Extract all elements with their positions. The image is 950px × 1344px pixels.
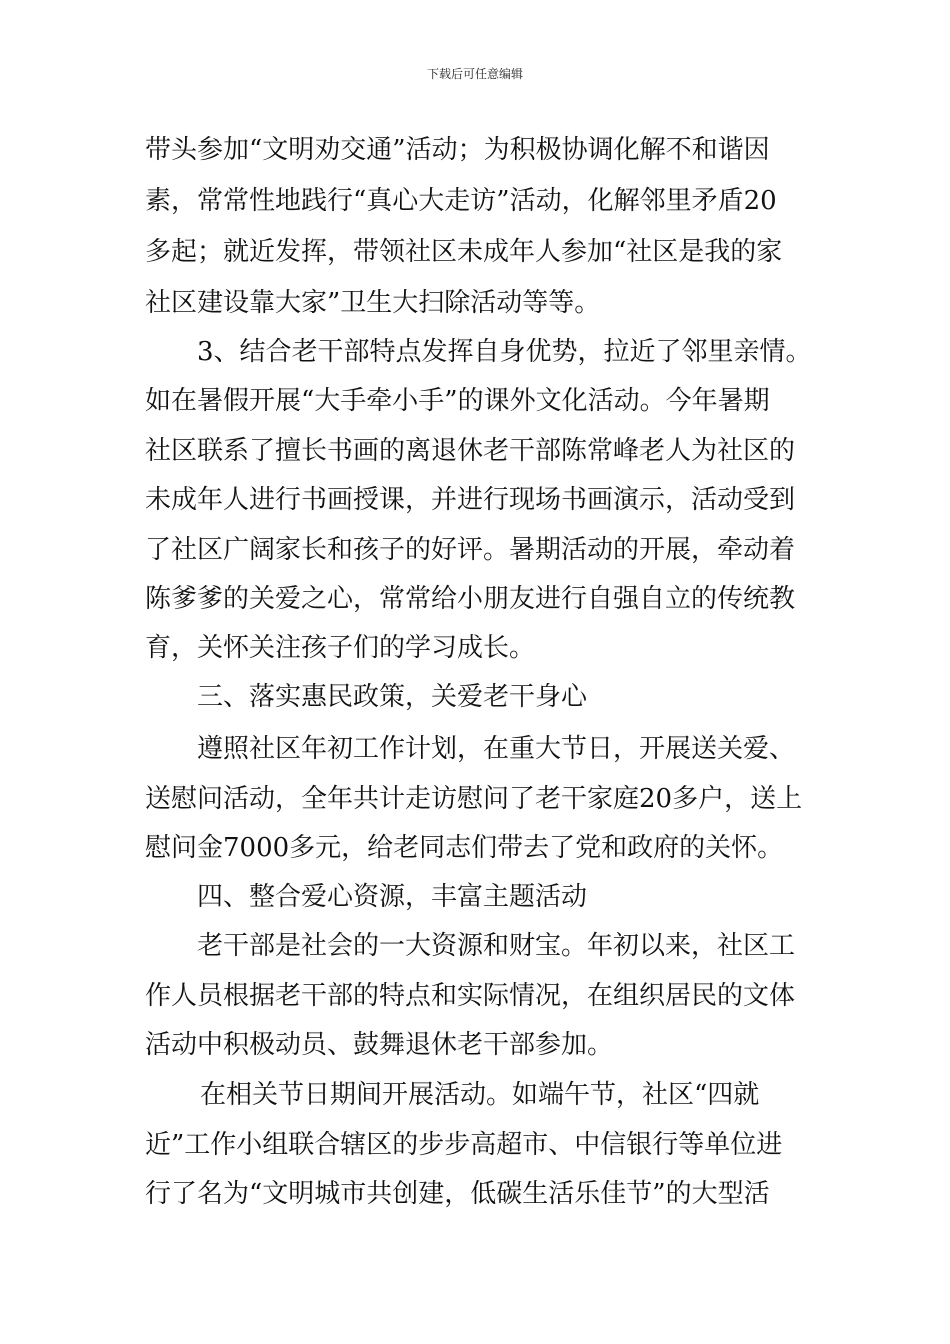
text-line: 多起；就近发挥，带领社区未成年人参加“社区是我的家 xyxy=(145,237,783,267)
text-line: 带头参加“文明劝交通”活动；为积极协调化解不和谐因 xyxy=(145,135,770,165)
text-line: 作人员根据老干部的特点和实际情况，在组织居民的文体 xyxy=(145,981,796,1011)
text-line: 慰问金7000多元，给老同志们带去了党和政府的关怀。 xyxy=(145,833,784,863)
section-heading: 四、整合爱心资源，丰富主题活动 xyxy=(197,882,588,912)
text-line: 行了名为“文明城市共创建，低碳生活乐佳节”的大型活 xyxy=(145,1179,770,1209)
text-line: 育，关怀关注孩子们的学习成长。 xyxy=(145,633,536,663)
text-line: 在相关节日期间开展活动。如端午节，社区“四就 xyxy=(200,1080,760,1110)
text-line: 如在暑假开展“大手牵小手”的课外文化活动。今年暑期 xyxy=(145,386,770,416)
text-line: 未成年人进行书画授课，并进行现场书画演示，活动受到 xyxy=(145,485,796,515)
text-line: 了社区广阔家长和孩子的好评。暑期活动的开展，牵动着 xyxy=(145,535,796,565)
text-line: 陈爹爹的关爱之心，常常给小朋友进行自强自立的传统教 xyxy=(145,584,796,614)
section-heading: 三、落实惠民政策，关爱老干身心 xyxy=(197,682,588,712)
text-line: 3、结合老干部特点发挥自身优势，拉近了邻里亲情。 xyxy=(197,337,812,367)
text-line: 送慰问活动，全年共计走访慰问了老干家庭20多户，送上 xyxy=(145,784,803,814)
text-line: 素，常常性地践行“真心大走访”活动，化解邻里矛盾20 xyxy=(145,186,777,216)
page-header: 下载后可任意编辑 xyxy=(426,67,523,81)
text-line: 社区联系了擅长书画的离退休老干部陈常峰老人为社区的 xyxy=(145,436,796,466)
text-line: 社区建设靠大家”卫生大扫除活动等等。 xyxy=(145,288,601,318)
text-line: 遵照社区年初工作计划，在重大节日，开展送关爱、 xyxy=(197,734,796,764)
text-line: 老干部是社会的一大资源和财宝。年初以来，社区工 xyxy=(197,931,796,961)
text-line: 近”工作小组联合辖区的步步高超市、中信银行等单位进 xyxy=(145,1130,783,1160)
text-line: 活动中积极动员、鼓舞退休老干部参加。 xyxy=(145,1030,614,1060)
